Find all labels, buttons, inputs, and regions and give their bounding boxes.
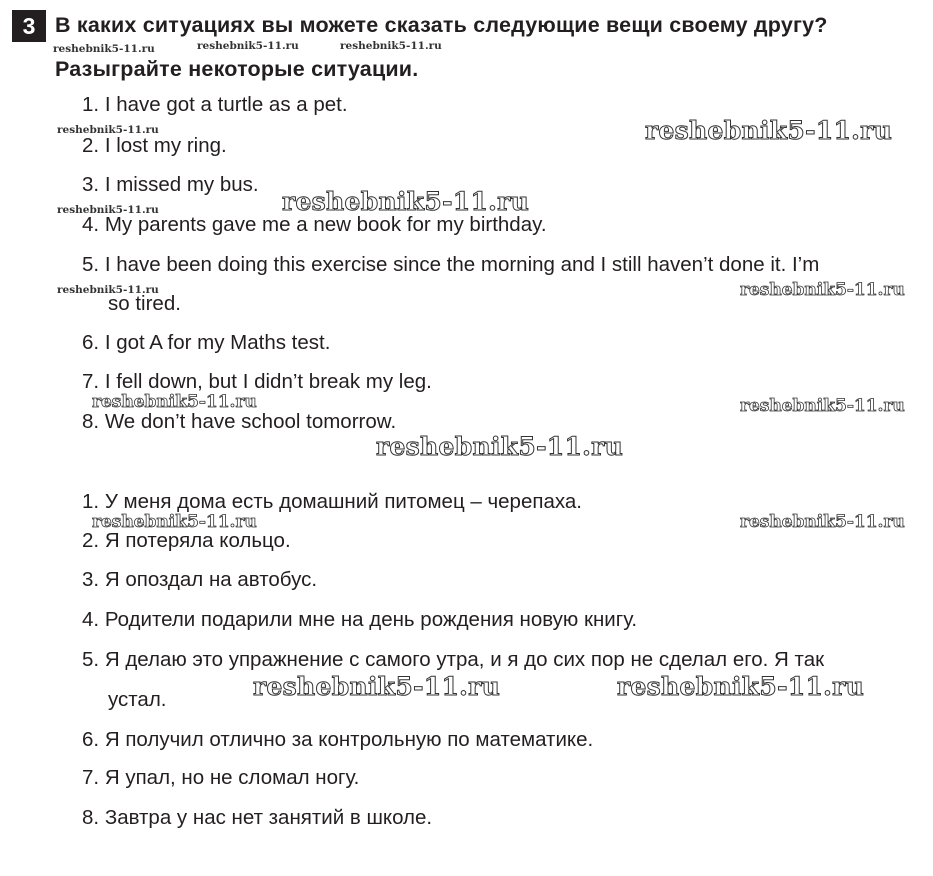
- russian-item-5-continuation: устал.: [108, 688, 167, 711]
- watermark: reshebnik5-11.ru: [282, 187, 530, 216]
- english-item-4: 4. My parents gave me a new book for my birthday.: [82, 213, 547, 236]
- russian-item-6: 6. Я получил отлично за контрольную по математике.: [82, 728, 594, 751]
- watermark: reshebnik5-11.ru: [53, 43, 155, 55]
- exercise-number-badge: 3: [12, 10, 46, 42]
- watermark: reshebnik5-11.ru: [253, 672, 501, 701]
- russian-item-1: 1. У меня дома есть домашний питомец – черепаха.: [82, 490, 582, 513]
- watermark: reshebnik5-11.ru: [376, 432, 624, 461]
- watermark: reshebnik5-11.ru: [645, 116, 893, 145]
- russian-item-5: 5. Я делаю это упражнение с самого утра, и я до сих пор не сделал его. Я так: [82, 648, 825, 671]
- watermark: reshebnik5-11.ru: [92, 512, 257, 532]
- watermark: reshebnik5-11.ru: [740, 396, 905, 416]
- russian-item-3: 3. Я опоздал на автобус.: [82, 568, 318, 591]
- task-instruction-line-1: В каких ситуациях вы можете сказать следующие вещи своему другу?: [55, 13, 828, 37]
- watermark: reshebnik5-11.ru: [92, 392, 257, 412]
- watermark: reshebnik5-11.ru: [740, 280, 905, 300]
- russian-item-8: 8. Завтра у нас нет занятий в школе.: [82, 806, 433, 829]
- watermark: reshebnik5-11.ru: [57, 204, 159, 216]
- watermark: reshebnik5-11.ru: [617, 672, 865, 701]
- english-item-5: 5. I have been doing this exercise since the morning and I still haven’t done it. I’m: [82, 253, 820, 276]
- russian-item-2: 2. Я потеряла кольцо.: [82, 529, 291, 552]
- task-instruction-line-2: Разыграйте некоторые ситуации.: [55, 57, 419, 81]
- watermark: reshebnik5-11.ru: [340, 40, 442, 52]
- english-item-1: 1. I have got a turtle as a pet.: [82, 93, 348, 116]
- watermark: reshebnik5-11.ru: [197, 40, 299, 52]
- russian-item-7: 7. Я упал, но не сломал ногу.: [82, 766, 360, 789]
- russian-item-4: 4. Родители подарили мне на день рождения новую книгу.: [82, 608, 638, 631]
- watermark: reshebnik5-11.ru: [57, 284, 159, 296]
- english-item-5-continuation: so tired.: [108, 292, 181, 315]
- english-item-6: 6. I got A for my Maths test.: [82, 331, 331, 354]
- watermark: reshebnik5-11.ru: [740, 512, 905, 532]
- english-item-7: 7. I fell down, but I didn’t break my leg.: [82, 370, 432, 393]
- english-item-3: 3. I missed my bus.: [82, 173, 259, 196]
- english-item-2: 2. I lost my ring.: [82, 134, 227, 157]
- watermark: reshebnik5-11.ru: [57, 124, 159, 136]
- english-item-8: 8. We don’t have school tomorrow.: [82, 410, 397, 433]
